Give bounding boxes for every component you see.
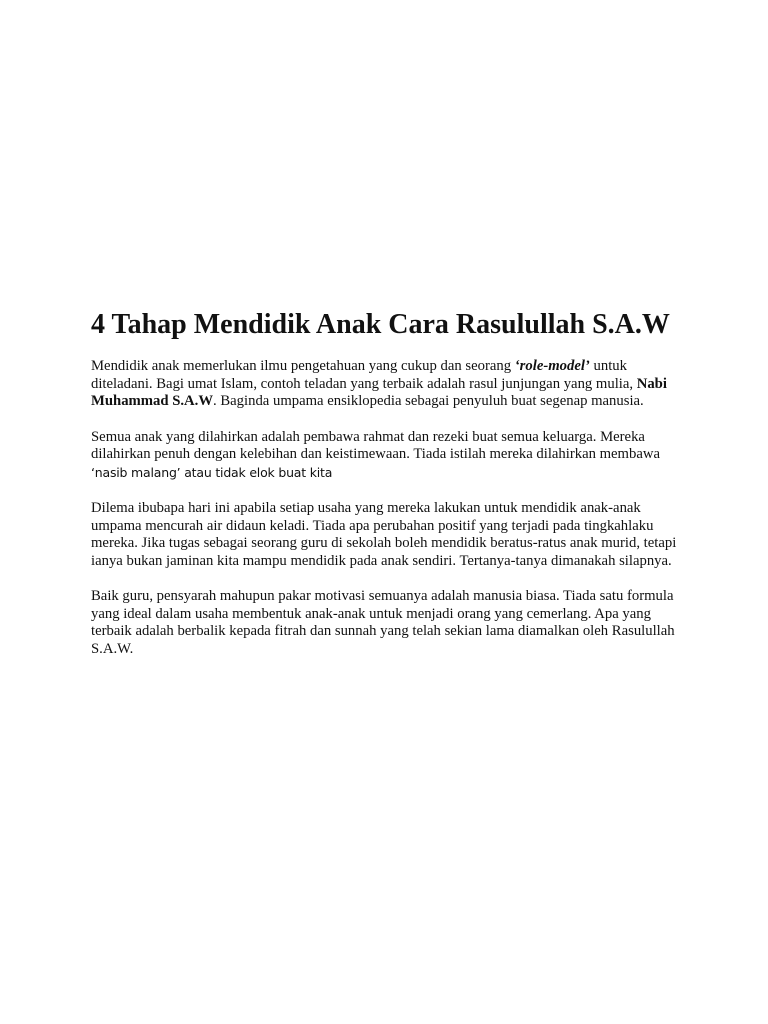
paragraph-3: Dilema ibubapa hari ini apabila setiap usaha yang mereka lakukan untuk mendidik anak-anak umpama mencurah air didaun keladi. Tiada apa perubahan positif yang terjadi pada tingkahlaku mereka. Jika tugas sebagai seorang guru di sekolah boleh mendidik beratus-ratus anak murid, tetapi ianya bukan jaminan kita mampu mendidik pada anak sendiri. Tertanya-tanya dimanakah silapnya. [91, 500, 677, 569]
paragraph-2-text: Semua anak yang dilahirkan adalah pembawa rahmat dan rezeki buat semua keluarga. Mereka dilahirkan penuh dengan kelebihan dan keistimewaan. Tiada istilah mereka dilahirkan membawa [91, 428, 660, 462]
role-model-term: ‘role-model’ [514, 358, 590, 374]
paragraph-4: Baik guru, pensyarah mahupun pakar motivasi semuanya adalah manusia biasa. Tiada satu formula yang ideal dalam usaha membentuk anak-anak untuk menjadi orang yang cemerlang. Apa yang terbaik adalah berbalik kepada fitrah dan sunnah yang telah sekian lama diamalkan oleh Rasulullah S.A.W. [91, 588, 675, 657]
document-title: 4 Tahap Mendidik Anak Cara Rasulullah S.A.W [91, 309, 670, 340]
paragraph-1 [91, 358, 691, 411]
paragraph-1-text-middle: untuk diteladani. Bagi umat Islam, contoh teladan yang terbaik adalah rasul junjungan yang mulia, [91, 358, 637, 392]
paragraph-1-text-end: . Baginda umpama ensiklopedia sebagai penyuluh buat segenap manusia. [213, 393, 644, 409]
paragraph-2 [91, 429, 691, 483]
paragraph-2-tail: ‘nasib malang’ atau tidak elok buat kita [91, 464, 333, 480]
paragraph-1-text-start: Mendidik anak memerlukan ilmu pengetahuan yang cukup dan seorang [91, 358, 515, 374]
document-content [91, 308, 691, 676]
nabi-muhammad-name: Nabi Muhammad S.A.W [91, 375, 667, 409]
